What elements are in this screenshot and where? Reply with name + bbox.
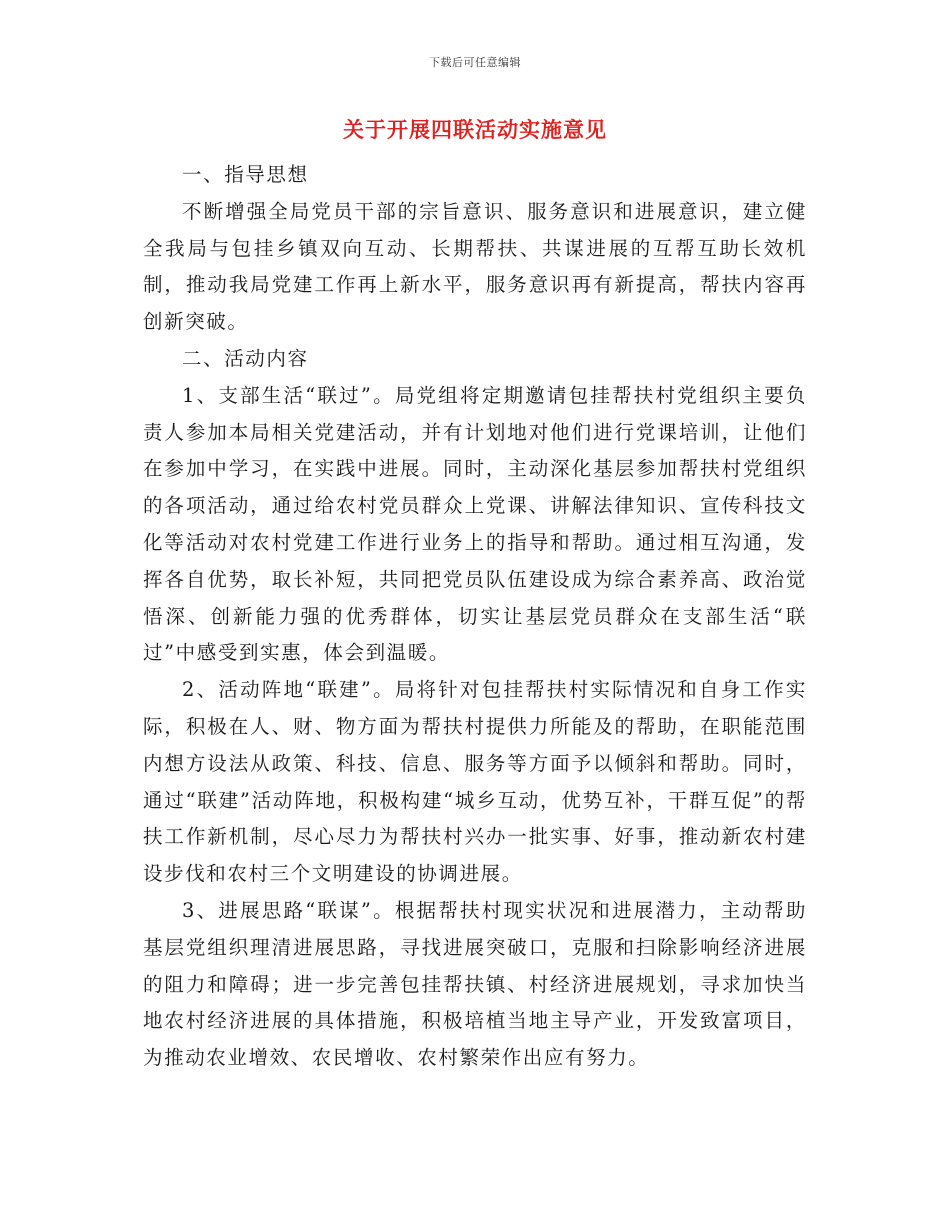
paragraph-item-1: 1、支部生活“联过”。局党组将定期邀请包挂帮扶村党组织主要负责人参加本局相关党建活动，并有计划地对他们进行党课培训，让他们在参加中学习，在实践中进展。同时，主动深化基层参加帮扶村党组织的各项活动，通过给农村党员群众上党课、讲解法律知识、宣传科技文化等活动对农村党建工作进行业务上的指导和帮助。通过相互沟通，发挥各自优势，取长补短，共同把党员队伍建设成为综合素养高、政治觉悟深、创新能力强的优秀群体，切实让基层党员群众在支部生活“联过”中感受到实惠，体会到温暖。 [143,383,807,665]
section-heading-guiding: 一、指导思想 [182,163,309,186]
section-heading-content: 二、活动内容 [182,346,309,370]
document-body [143,157,807,1077]
paragraph-guiding: 不断增强全局党员干部的宗旨意识、服务意识和进展意识，建立健全我局与包挂乡镇双向互动、长期帮扶、共谋进展的互帮互助长效机制，推动我局党建工作再上新水平，服务意识再有新提高，帮扶内容再创新突破。 [143,199,807,334]
paragraph-item-3: 3、进展思路“联谋”。根据帮扶村现实状况和进展潜力，主动帮助基层党组织理清进展思路，寻找进展突破口，克服和扫除影响经济进展的阻力和障碍；进一步完善包挂帮扶镇、村经济进展规划，寻求加快当地农村经济进展的具体措施，积极培植当地主导产业，开发致富项目，为推动农业增效、农民增收、农村繁荣作出应有努力。 [143,898,807,1070]
header-note: 下载后可任意编辑 [429,56,521,69]
paragraph-item-2: 2、活动阵地“联建”。局将针对包挂帮扶村实际情况和自身工作实际，积极在人、财、物方面为帮扶村提供力所能及的帮助，在职能范围内想方设法从政策、科技、信息、服务等方面予以倾斜和帮助。同时，通过“联建”活动阵地，积极构建“城乡互动，优势互补，干群互促”的帮扶工作新机制，尽心尽力为帮扶村兴办一批实事、好事，推动新农村建设步伐和农村三个文明建设的协调进展。 [143,678,807,886]
document-title: 关于开展四联活动实施意见 [343,117,607,142]
